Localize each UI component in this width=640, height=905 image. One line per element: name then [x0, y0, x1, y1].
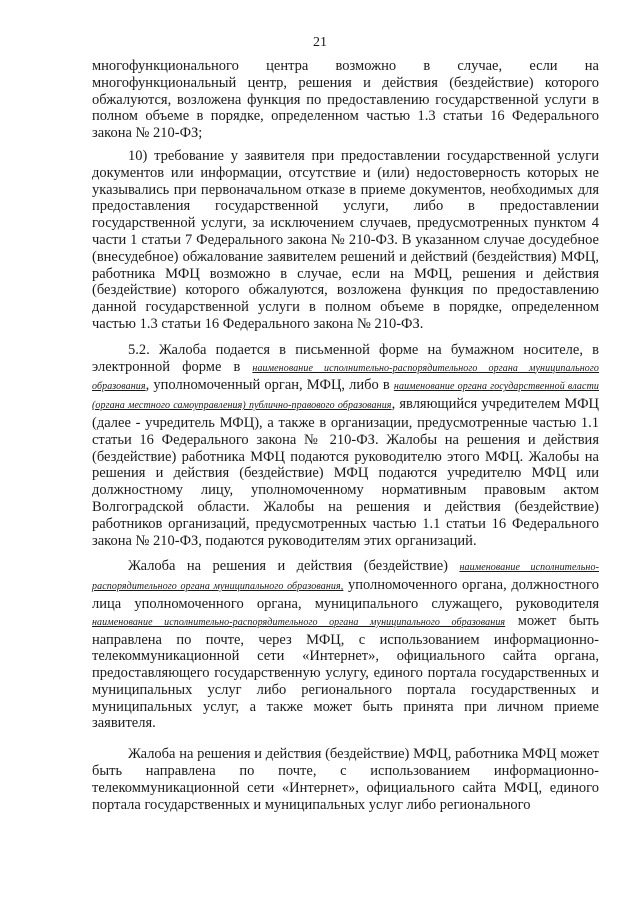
handwritten-insert-organ-name: наименование исполнительно-распорядительного органа муниципального образования	[92, 362, 599, 393]
text-run: , уполномоченный орган, МФЦ, либо в	[145, 377, 394, 394]
handwritten-insert-organ-name: наименование исполнительно-распорядительного органа муниципального образования	[92, 616, 506, 628]
handwritten-insert-organ-name: наименование исполнительно-распорядительного органа муниципального образования,	[92, 562, 599, 593]
text-run: , являющийся учредителем МФЦ (далее - учредитель МФЦ), а также в организации, предусмотренные частью 1.1 статьи 16 Федерального закона № 210-ФЗ. Жалобы на решения и действия (бездействие) работника МФЦ подаются руководителю этого МФЦ. Жалобы на решения и действия (бездействие) МФЦ подаются учредителю МФЦ или должностному лицу, уполномоченному нормативным правовым актом Волгоградской области. Жалобы на решения и действия (бездействие) работников организаций, предусмотренных частью 1.1 статьи 16 Федерального закона № 210-ФЗ, подаются руководителям этих организаций.	[92, 396, 599, 549]
text-run: 5.2. Жалоба подается в письменной форме на бумажном носителе, в электронной форме в	[92, 341, 599, 375]
paragraph-continuation: многофункционального центра возможно в случае, если на многофункциональный центр, решения и действия (бездействие) которого обжалуются, возложена функция по предоставлению государственной услуги в полном объеме в порядке, определенном частью 1.3 статьи 16 Федерального закона № 210-ФЗ;	[92, 58, 599, 142]
handwritten-insert-authority-name: наименование органа государственной власти (органа местного самоуправления) публично-правового образования	[92, 381, 599, 412]
text-run: уполномоченного органа, должностного лица уполномоченного органа, муниципального служащего, руководителя	[92, 577, 599, 612]
page-number: 21	[313, 35, 327, 50]
text-run: Жалоба на решения и действия (бездействие)	[128, 558, 460, 575]
paragraph-5-2	[92, 342, 599, 550]
text-run: может быть направлена по почте, через МФЦ, с использованием информационно-телекоммуникационной сети «Интернет», официального сайта органа, предоставляющего государственную услугу, единого портала государственных и муниципальных услуг либо регионального портала государственных и муниципальных услуг, а также может быть принята при личном приеме заявителя.	[92, 612, 599, 732]
paragraph-complaint-channels	[92, 558, 599, 732]
paragraph-mfc-complaint: Жалоба на решения и действия (бездействие) МФЦ, работника МФЦ может быть направлена по почте, с использованием информационно-телекоммуникационной сети «Интернет», официального сайта МФЦ, единого портала государственных и муниципальных услуг либо регионального	[92, 746, 599, 813]
paragraph-item-10: 10) требование у заявителя при предоставлении государственной услуги документов или информации, отсутствие и (или) недостоверность которых не указывались при первоначальном отказе в приеме документов, необходимых для предоставления государственной услуги, либо в предоставлении государственной услуги, за исключением случаев, предусмотренных пунктом 4 части 1 статьи 7 Федерального закона № 210-ФЗ. В указанном случае досудебное (внесудебное) обжалование заявителем решений и действий (бездействия) МФЦ, работника МФЦ возможно в случае, если на МФЦ, решения и действия (бездействие) которого обжалуются, возложена функция по предоставлению данной государственной услуги в полном объеме в порядке, определенном частью 1.3 статьи 16 Федерального закона № 210-ФЗ.	[92, 147, 599, 332]
document-body	[92, 58, 599, 813]
